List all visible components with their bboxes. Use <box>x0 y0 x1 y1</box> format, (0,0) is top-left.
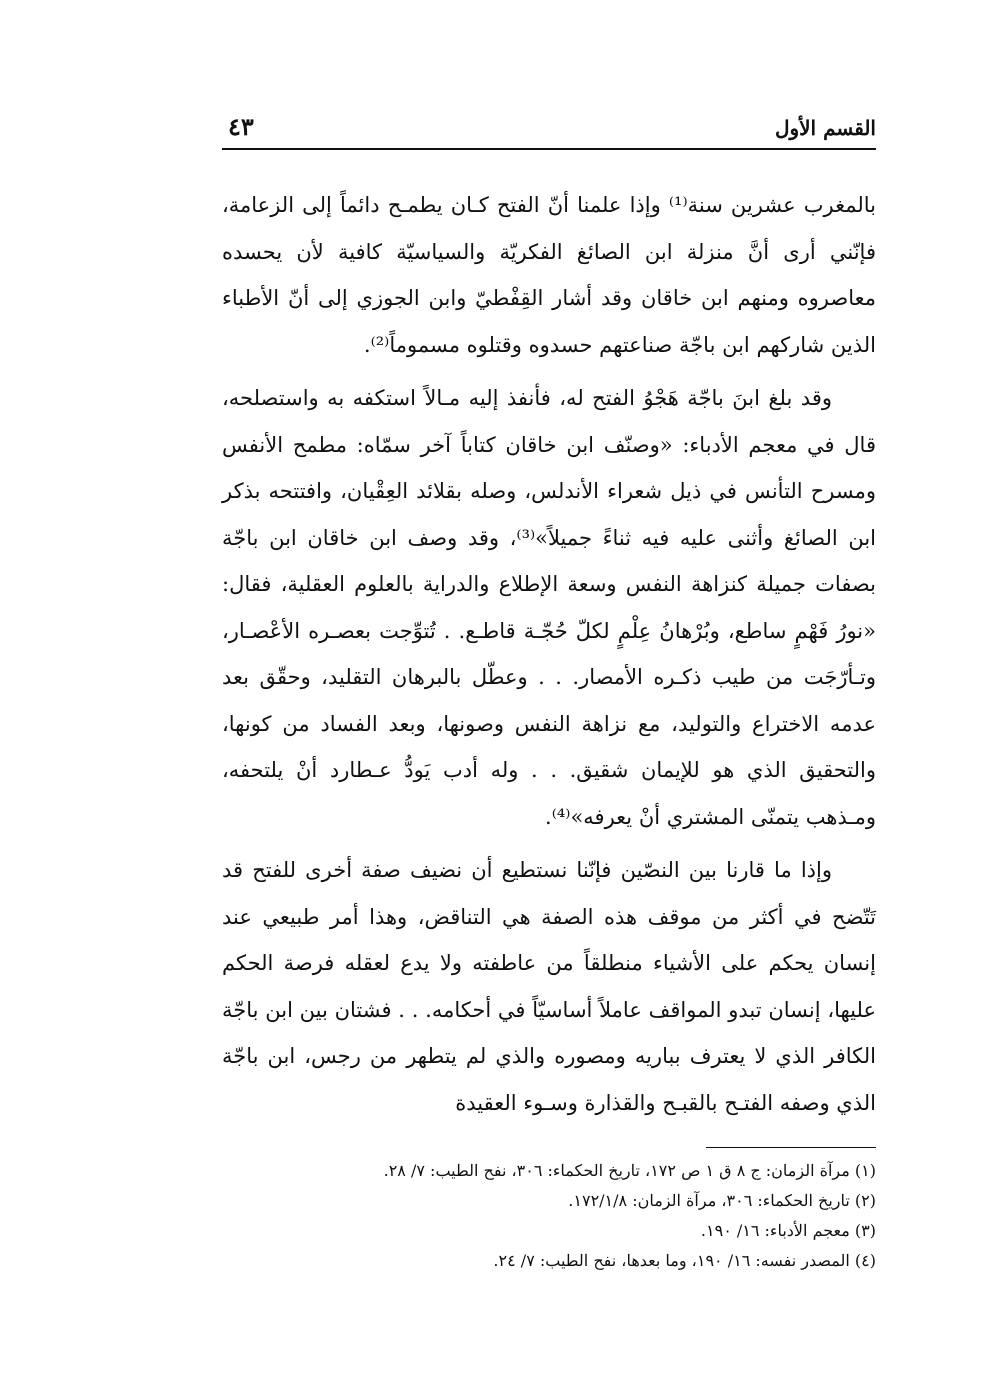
footnotes <box>222 1156 876 1276</box>
page-number: ٤٣ <box>228 112 254 141</box>
paragraph: بالمغرب عشرين سنة⁽¹⁾ وإذا علمنا أنّ الفتح كـان يطمـح دائماً إلى الزعامة، فإنّني أرى أنَّ منزلة ابن الصائغ الفكريّة والسياسيّة كافية لأن يحسده معاصروه ومنهم ابن خاقان وقد أشار القِفْطيّ وابن الجوزي إلى أنّ الأطباء الذين شاركهم ابن باجّة صناعتهم حسدوه وقتلوه مسموماً⁽²⁾. <box>222 193 876 357</box>
section-title: القسم الأول <box>774 116 876 140</box>
footnote-rule <box>706 1147 876 1148</box>
footnote: (١) مرآة الزمان: ج ٨ ق ١ ص ١٧٢، تاريخ الحكماء: ٣٠٦، نفح الطيب: ٧/ ٢٨. <box>383 1161 876 1180</box>
main-text <box>222 182 876 1126</box>
running-header <box>222 108 876 148</box>
paragraph: وإذا ما قارنا بين النصّين فإنّنا نستطيع أن نضيف صفة أخرى للفتح قد تَتّضح في أكثر من موقف هذه الصفة هي التناقض، وهذا أمر طبيعي عند إنسان يحكم على الأشياء منطلقاً من عاطفته ولا يدع لعقله فرصة الحكم عليها، إنسان تبدو المواقف عاملاً أساسيّاً في أحكامه. . . فشتان بين ابن باجّة الكافر الذي لا يعترف بباريه ومصوره والذي لم يتطهر من رجس، ابن باجّة الذي وصفه الفتـح بالقبـح والقذارة وسـوء العقيدة <box>222 858 876 1115</box>
header-rule <box>222 148 876 150</box>
paragraph: وقد بلغ ابنَ باجّة هَجْوُ الفتح له، فأنفذ إليه مـالاً استكفه به واستصلحه، قال في معجم الأدباء: «وصنّف ابن خاقان كتاباً آخر سمّاه: مطمح الأنفس ومسرح التأنس في ذيل شعراء الأندلس، وصله بقلائد العِقْيان، وافتتحه بذكر ابن الصائغ وأثنى عليه فيه ثناءً جميلاً»⁽³⁾، وقد وصف ابن خاقان ابن باجّة بصفات جميلة كنزاهة النفس وسعة الإطلاع والدراية بالعلوم العقلية، فقال: «نورُ فَهْمٍ ساطع، وبُرْهانُ عِلْمٍ لكلّ حُجّـة قاطـع. . تُتوِّجت بعصـره الأعْصـار، وتـأرّجَت من طيب ذكـره الأمصار. . . وعطّل بالبرهان التقليد، وحقّق بعد عدمه الاختراع والتوليد، مع نزاهة النفس وصونها، وبعد الفساد من كونها، والتحقيق الذي هو للإيمان شقيق. . . وله أدب يَودُّ عـطارد أنْ يلتحفه، ومـذهب يتمنّى المشتري أنْ يعرفه»⁽⁴⁾. <box>222 386 876 829</box>
footnote: (٢) تاريخ الحكماء: ٣٠٦، مرآة الزمان: ١٧٢/١/٨. <box>568 1191 876 1210</box>
footnote: (٣) معجم الأدباء: ١٦/ ١٩٠. <box>700 1221 876 1240</box>
footnote: (٤) المصدر نفسه: ١٦/ ١٩٠، وما بعدها، نفح الطيب: ٧/ ٢٤. <box>493 1251 876 1270</box>
